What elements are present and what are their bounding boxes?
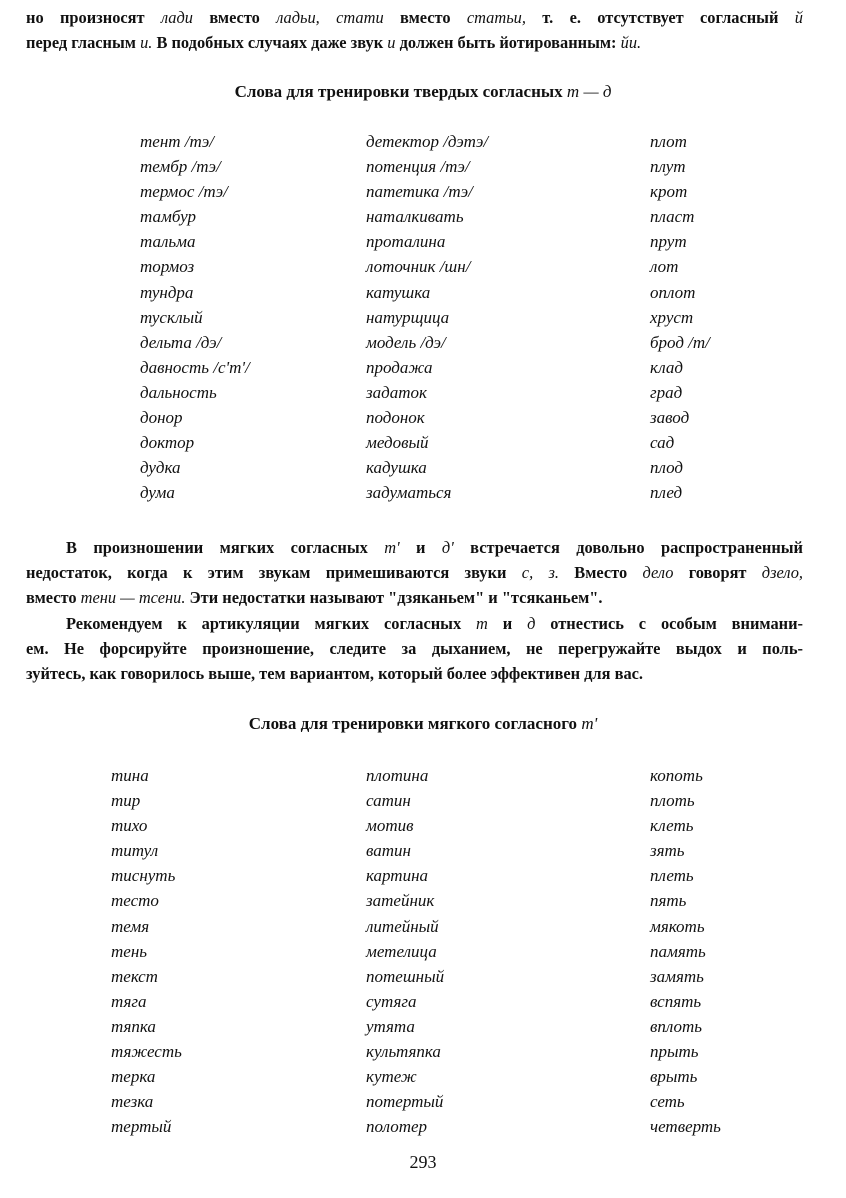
word-item: лоточник /шн/ bbox=[366, 257, 471, 277]
word-item: потешный bbox=[366, 966, 445, 986]
text-run: и bbox=[487, 614, 528, 633]
text-run: вместо bbox=[26, 588, 81, 607]
word-item: клад bbox=[650, 357, 684, 377]
word-item: натурщица bbox=[366, 307, 450, 327]
word-item: тальма bbox=[140, 232, 196, 252]
word-item: темя bbox=[111, 916, 150, 936]
word-item: плод bbox=[650, 458, 683, 478]
word-item: тир bbox=[111, 791, 141, 811]
text-run: вместо bbox=[383, 8, 467, 27]
word-item: подонок bbox=[366, 408, 425, 428]
word-item: град bbox=[650, 382, 683, 402]
word-item: тезка bbox=[111, 1092, 154, 1112]
text-run: зуйтесь, как говорилось выше, тем вариантом, который более эффективен для вас. bbox=[26, 664, 644, 683]
para3-line-3 bbox=[26, 661, 803, 686]
word-item: тент /тэ/ bbox=[140, 132, 215, 151]
word-item: медовый bbox=[366, 433, 429, 453]
section-1-column-1 bbox=[140, 129, 250, 505]
section-2-column-2 bbox=[366, 763, 444, 1139]
text-run: встречается довольно распространенный bbox=[453, 538, 803, 557]
word-item: сад bbox=[650, 433, 675, 453]
italic-text-run: с, з. bbox=[521, 563, 559, 582]
word-item: тина bbox=[111, 766, 149, 785]
word-item: память bbox=[650, 941, 706, 961]
italic-text-run: тени — тсени. bbox=[80, 588, 186, 607]
word-item: потертый bbox=[366, 1092, 444, 1112]
word-item: кадушка bbox=[366, 458, 427, 478]
word-item: хруст bbox=[650, 307, 694, 327]
word-item: дудка bbox=[140, 458, 181, 478]
text-run: Слова для тренировки мягкого согласного bbox=[248, 714, 582, 733]
italic-text-run: и. bbox=[140, 33, 153, 52]
soft-consonants-paragraph bbox=[26, 535, 803, 610]
italic-text-run: д' bbox=[441, 538, 454, 557]
word-item: культяпка bbox=[366, 1042, 441, 1062]
text-run: Слова для тренировки твердых согласных bbox=[234, 82, 567, 101]
word-item: мотив bbox=[366, 816, 414, 836]
text-run: ем. Не форсируйте произношение, следите за дыханием, не перегружайте выдох и поль- bbox=[26, 639, 803, 658]
italic-text-run: и bbox=[387, 33, 396, 52]
text-run: должен быть йотированным: bbox=[395, 33, 621, 52]
italic-text-run: статьи, bbox=[466, 8, 526, 27]
text-run: т. е. отсутствует согласный bbox=[525, 8, 795, 27]
word-item: тусклый bbox=[140, 307, 203, 327]
word-item: терка bbox=[111, 1067, 156, 1087]
word-item: дальность bbox=[140, 382, 217, 402]
intro-line-1 bbox=[26, 5, 803, 30]
section-1-column-3 bbox=[650, 129, 710, 505]
word-item: тертый bbox=[111, 1117, 172, 1137]
text-run: говорят bbox=[673, 563, 762, 582]
word-item: прут bbox=[650, 232, 687, 252]
word-item: ватин bbox=[366, 841, 411, 861]
word-item: метелица bbox=[366, 941, 437, 961]
text-run: Вместо bbox=[558, 563, 643, 582]
word-item: утята bbox=[366, 1016, 415, 1036]
word-item: детектор /дэтэ/ bbox=[366, 132, 489, 151]
word-item: пять bbox=[650, 891, 687, 911]
intro-paragraph bbox=[26, 5, 803, 55]
word-item: завод bbox=[650, 408, 690, 428]
word-item: тихо bbox=[111, 816, 148, 836]
word-item: патетика /тэ/ bbox=[366, 182, 473, 202]
word-item: тундра bbox=[140, 282, 194, 302]
word-item: сеть bbox=[650, 1092, 685, 1112]
word-item: плут bbox=[650, 157, 686, 177]
word-item: продажа bbox=[366, 357, 433, 377]
word-item: дума bbox=[140, 483, 175, 503]
text-run: В произношении мягких согласных bbox=[66, 538, 385, 557]
section-2-column-3 bbox=[650, 763, 721, 1139]
word-item: тяжесть bbox=[111, 1042, 182, 1062]
word-item: тамбур bbox=[140, 207, 196, 227]
text-run: вместо bbox=[192, 8, 277, 27]
word-item: кутеж bbox=[366, 1067, 417, 1087]
word-item: сутяга bbox=[366, 991, 417, 1011]
word-item: тяпка bbox=[111, 1016, 156, 1036]
word-item: копоть bbox=[650, 766, 703, 785]
word-item: доктор bbox=[140, 433, 195, 453]
para2-line-3 bbox=[26, 585, 803, 610]
word-item: тембр /тэ/ bbox=[140, 157, 221, 177]
intro-line-2 bbox=[26, 30, 803, 55]
word-item: полотер bbox=[366, 1117, 428, 1137]
word-item: зять bbox=[650, 841, 685, 861]
word-item: титул bbox=[111, 841, 159, 861]
text-run: но произносят bbox=[26, 8, 161, 27]
word-item: плоть bbox=[650, 791, 695, 811]
word-item: лот bbox=[650, 257, 679, 277]
word-item: плеть bbox=[650, 866, 694, 886]
word-item: клеть bbox=[650, 816, 694, 836]
section-1-heading bbox=[0, 82, 846, 102]
page-number: 293 bbox=[409, 1152, 437, 1172]
italic-text-run: й bbox=[794, 8, 803, 27]
word-item: литейный bbox=[366, 916, 439, 936]
word-item: брод /т/ bbox=[650, 332, 710, 352]
word-item: задуматься bbox=[366, 483, 452, 503]
word-item: картина bbox=[366, 866, 429, 886]
word-item: наталкивать bbox=[366, 207, 464, 227]
text-run: и bbox=[399, 538, 442, 557]
word-item: мякоть bbox=[650, 916, 705, 936]
para2-line-2 bbox=[26, 560, 803, 585]
text-run: перед гласным bbox=[26, 33, 141, 52]
word-item: тень bbox=[111, 941, 147, 961]
word-item: катушка bbox=[366, 282, 431, 302]
text-run: отнестись с особым внимани- bbox=[535, 614, 803, 633]
text-run: В подобных случаях даже звук bbox=[152, 33, 388, 52]
section-2-column-1 bbox=[111, 763, 182, 1139]
para2-line-1 bbox=[26, 535, 803, 560]
italic-text-run: йи. bbox=[620, 33, 642, 52]
word-item: текст bbox=[111, 966, 158, 986]
italic-text-run: лади bbox=[160, 8, 193, 27]
italic-text-run: т bbox=[476, 614, 488, 633]
word-item: пласт bbox=[650, 207, 695, 227]
word-item: сатин bbox=[366, 791, 411, 811]
italic-text-run: дзело, bbox=[761, 563, 803, 582]
text-run: Эти недостатки называют "дзяканьем" и "тсяканьем". bbox=[185, 588, 603, 607]
word-item: тормоз bbox=[140, 257, 195, 277]
word-item: крот bbox=[650, 182, 688, 202]
section-2-heading bbox=[0, 714, 846, 734]
text-run: Рекомендуем к артикуляции мягких согласных bbox=[66, 614, 477, 633]
italic-text-run: т — д bbox=[566, 82, 612, 101]
italic-text-run: ладьи, стати bbox=[276, 8, 384, 27]
word-item: плотина bbox=[366, 766, 429, 785]
word-item: плед bbox=[650, 483, 683, 503]
word-item: четверть bbox=[650, 1117, 721, 1137]
word-item: потенция /тэ/ bbox=[366, 157, 470, 177]
italic-text-run: т' bbox=[581, 714, 598, 733]
word-item: затейник bbox=[366, 891, 435, 911]
word-item: проталина bbox=[366, 232, 446, 252]
word-item: термос /тэ/ bbox=[140, 182, 228, 202]
word-item: тесто bbox=[111, 891, 159, 911]
para3-line-1 bbox=[26, 611, 803, 636]
word-item: тиснуть bbox=[111, 866, 176, 886]
word-item: врыть bbox=[650, 1067, 698, 1087]
text-run: недостаток, когда к этим звукам примешиваются звуки bbox=[26, 563, 522, 582]
word-item: вспять bbox=[650, 991, 702, 1011]
word-item: донор bbox=[140, 408, 183, 428]
word-item: оплот bbox=[650, 282, 696, 302]
italic-text-run: т' bbox=[384, 538, 400, 557]
word-item: вплоть bbox=[650, 1016, 703, 1036]
word-item: прыть bbox=[650, 1042, 699, 1062]
word-item: задаток bbox=[366, 382, 427, 402]
italic-text-run: дело bbox=[642, 563, 674, 582]
word-item: замять bbox=[650, 966, 704, 986]
word-item: давность /с'т'/ bbox=[140, 357, 250, 377]
word-item: дельта /дэ/ bbox=[140, 332, 222, 352]
word-item: модель /дэ/ bbox=[366, 332, 446, 352]
italic-text-run: д bbox=[527, 614, 536, 633]
word-item: тяга bbox=[111, 991, 147, 1011]
word-item: плот bbox=[650, 132, 687, 151]
para3-line-2 bbox=[26, 636, 803, 661]
recommendation-paragraph bbox=[26, 611, 803, 686]
section-1-column-2 bbox=[366, 129, 488, 505]
